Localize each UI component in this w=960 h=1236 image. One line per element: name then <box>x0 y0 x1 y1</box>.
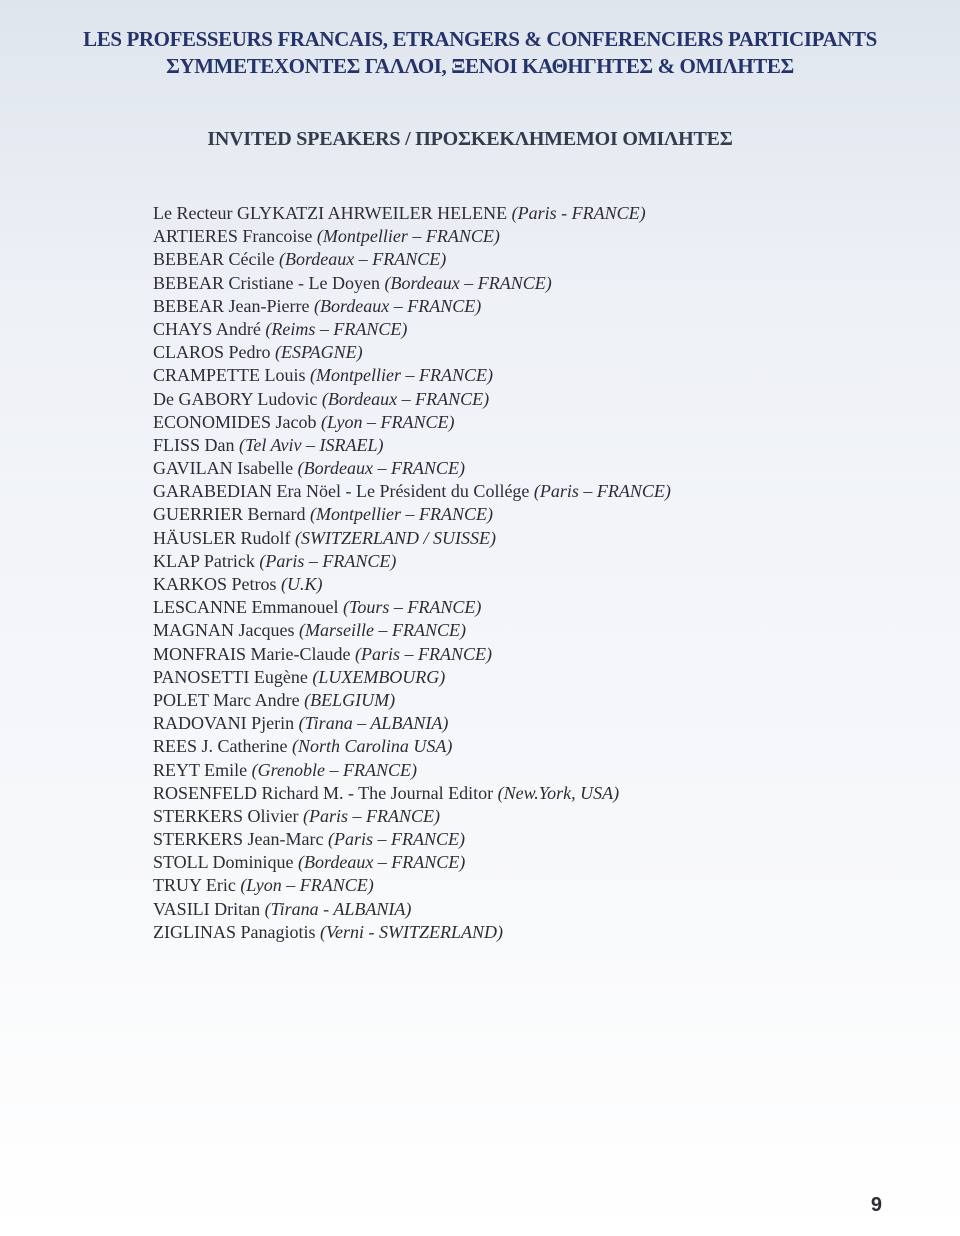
speaker-location: (Bordeaux – FRANCE) <box>278 249 447 270</box>
speaker-name: BEBEAR Jean-Pierre <box>153 295 314 316</box>
speaker-location: (Paris – FRANCE) <box>303 805 441 826</box>
speaker-list <box>153 202 933 944</box>
list-item <box>153 550 933 573</box>
list-item <box>153 434 933 457</box>
title-french: LES PROFESSEURS FRANCAIS, ETRANGERS & CONFERENCIERS PARTICIPANTS <box>83 27 877 51</box>
speaker-location: (Bordeaux – FRANCE) <box>298 852 466 873</box>
speaker-location: (Tel Aviv – ISRAEL) <box>239 434 384 455</box>
speaker-location: (Tours – FRANCE) <box>342 597 482 618</box>
list-item <box>153 689 933 712</box>
list-item <box>153 388 933 411</box>
speaker-name: KLAP Patrick <box>153 550 260 571</box>
section-heading: INVITED SPEAKERS / ΠΡΟΣΚΕΚΛΗΜΕΜΟΙ ΟΜΙΛΗΤΕΣ <box>207 128 733 150</box>
speaker-location: (Tirana – ALBANIA) <box>298 713 449 734</box>
speaker-location: (Reims – FRANCE) <box>265 318 408 339</box>
list-item <box>153 527 933 550</box>
speaker-name: TRUY Eric <box>153 875 241 896</box>
list-item <box>153 248 933 271</box>
list-item <box>153 735 933 758</box>
speaker-name: RADOVANI Pjerin <box>153 713 299 734</box>
list-item <box>153 341 933 364</box>
speaker-name: GAVILAN Isabelle <box>153 458 298 479</box>
page-number: 9 <box>870 1194 882 1216</box>
speaker-name: CHAYS André <box>153 318 266 339</box>
speaker-name: ZIGLINAS Panagiotis <box>153 921 320 942</box>
speaker-location: (Bordeaux – FRANCE) <box>297 458 465 479</box>
speaker-location: (North Carolina USA) <box>291 736 453 757</box>
list-item <box>153 921 933 944</box>
speaker-name: MAGNAN Jacques <box>153 620 299 641</box>
list-item <box>153 318 933 341</box>
speaker-location: (Bordeaux – FRANCE) <box>321 388 490 409</box>
speaker-name: REES J. Catherine <box>153 736 292 757</box>
speaker-location: (U.K) <box>281 574 323 594</box>
speaker-name: PANOSETTI Eugène <box>153 666 313 687</box>
speaker-location: (Montpellier – FRANCE) <box>310 365 493 386</box>
speaker-name: BEBEAR Cristiane - Le Doyen <box>153 272 385 293</box>
list-item <box>153 643 933 666</box>
speaker-name: VASILI Dritan <box>153 898 265 919</box>
speaker-name: FLISS Dan <box>153 434 240 455</box>
list-item <box>153 805 933 828</box>
speaker-location: (Paris - FRANCE) <box>511 203 646 223</box>
speaker-location: (ESPAGNE) <box>275 342 363 363</box>
speaker-location: (LUXEMBOURG) <box>312 666 446 687</box>
speaker-name: MONFRAIS Marie-Claude <box>153 643 355 664</box>
list-item <box>153 828 933 851</box>
speaker-location: (Marseille – FRANCE) <box>298 620 466 641</box>
speaker-location: (SWITZERLAND / SUISSE) <box>295 527 497 548</box>
list-item <box>153 712 933 735</box>
speaker-name: POLET Marc Andre <box>153 689 305 710</box>
speaker-name: CLAROS Pedro <box>153 342 276 363</box>
list-item <box>153 666 933 689</box>
list-item <box>153 225 933 248</box>
speaker-name: STOLL Dominique <box>153 852 298 873</box>
speaker-location: (BELGIUM) <box>304 689 396 710</box>
speaker-name: GARABEDIAN Era Nöel - Le Président du Collége <box>153 481 534 502</box>
list-item <box>153 364 933 387</box>
speaker-location: (Bordeaux – FRANCE) <box>313 295 482 316</box>
speaker-location: (Montpellier – FRANCE) <box>316 226 500 247</box>
speaker-location: (New.York, USA) <box>497 782 620 803</box>
speaker-location: (Bordeaux – FRANCE) <box>384 272 552 293</box>
speaker-name: ROSENFELD Richard M. - The Journal Editor <box>153 782 498 803</box>
speaker-name: GUERRIER Bernard <box>153 504 310 525</box>
speaker-location: (Lyon – FRANCE) <box>321 411 455 432</box>
speaker-name: Le Recteur GLYKATZI AHRWEILER HELENE <box>153 203 512 223</box>
speaker-location: (Lyon – FRANCE) <box>240 875 374 896</box>
speaker-name: STERKERS Olivier <box>153 805 304 826</box>
speaker-name: CRAMPETTE Louis <box>153 365 311 386</box>
speaker-location: (Paris – FRANCE) <box>259 550 397 571</box>
speaker-location: (Grenoble – FRANCE) <box>251 759 417 780</box>
list-item <box>153 480 933 503</box>
list-item <box>153 851 933 874</box>
list-item <box>153 503 933 526</box>
speaker-location: (Tirana - ALBANIA) <box>264 898 412 919</box>
speaker-name: ECONOMIDES Jacob <box>153 411 321 432</box>
list-item <box>153 272 933 295</box>
list-item <box>153 411 933 434</box>
speaker-name: HÄUSLER Rudolf <box>153 527 296 548</box>
list-item <box>153 202 933 225</box>
list-item <box>153 782 933 805</box>
list-item <box>153 295 933 318</box>
title-greek: ΣΥΜΜΕΤΕΧΟΝΤΕΣ ΓΑΛΛΟΙ, ΞΕΝΟΙ ΚΑΘΗΓΗΤΕΣ & ΟΜΙΛΗΤΕΣ <box>166 54 794 78</box>
list-item <box>153 596 933 619</box>
speaker-name: ARTIERES Francoise <box>153 226 317 247</box>
speaker-name: De GABORY Ludovic <box>153 388 322 409</box>
speaker-location: (Verni - SWITZERLAND) <box>319 921 503 942</box>
list-item <box>153 898 933 921</box>
speaker-location: (Paris – FRANCE) <box>327 829 465 850</box>
list-item <box>153 759 933 782</box>
speaker-name: REYT Emile <box>153 759 252 780</box>
list-item <box>153 573 933 596</box>
speaker-location: (Montpellier – FRANCE) <box>309 504 493 525</box>
list-item <box>153 457 933 480</box>
speaker-name: STERKERS Jean-Marc <box>153 829 328 850</box>
list-item <box>153 619 933 642</box>
speaker-name: BEBEAR Cécile <box>153 249 279 270</box>
speaker-name: KARKOS Petros <box>153 574 282 594</box>
speaker-location: (Paris – FRANCE) <box>533 481 671 502</box>
speaker-name: LESCANNE Emmanouel <box>153 597 343 618</box>
speaker-location: (Paris – FRANCE) <box>354 643 492 664</box>
list-item <box>153 874 933 897</box>
page-title <box>0 26 960 80</box>
